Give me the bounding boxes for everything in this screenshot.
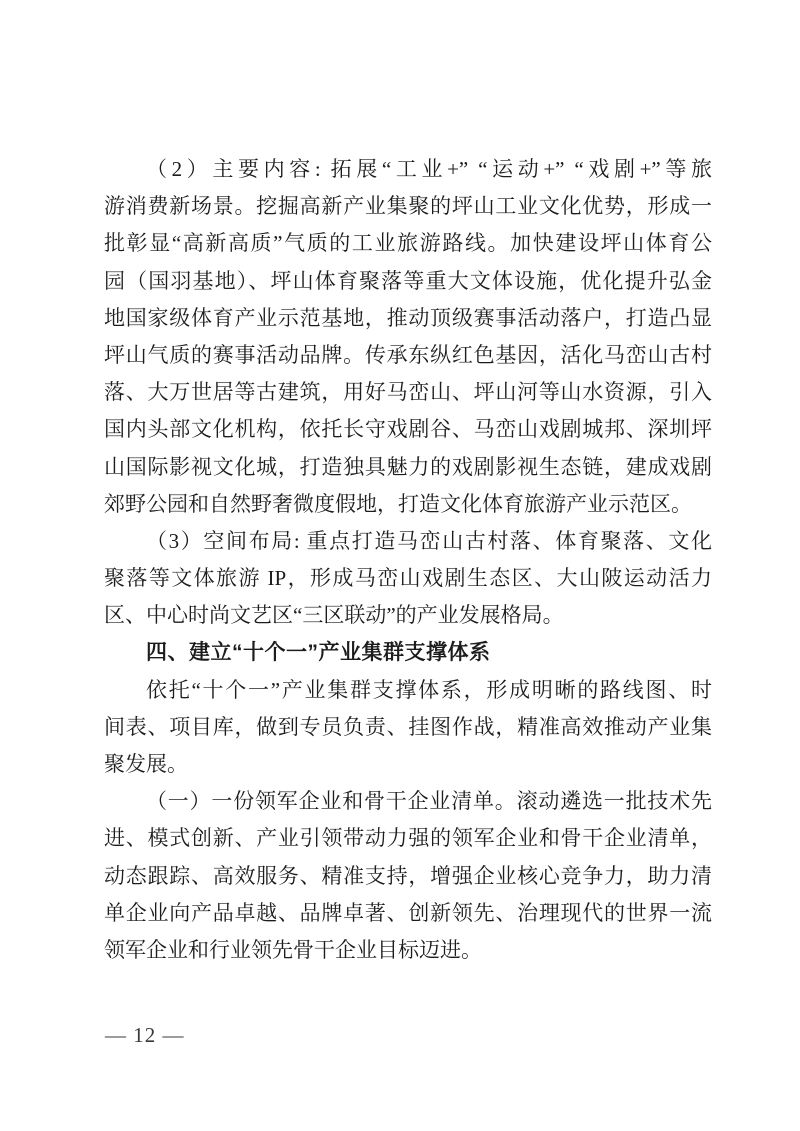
document-body: [104, 151, 712, 969]
text-segment: （3）空间布局: 重点打造马峦山古村落、体育聚落、文化: [146, 528, 712, 553]
text-segment: 依托“十个一”产业集群支撑体系，形成明晰的路线图、时: [146, 677, 712, 702]
text-line: [104, 820, 712, 857]
text-line: [104, 597, 712, 634]
text-segment: 批彰显“高新高质”气质的工业旅游路线。加快建设坪山体育公: [104, 231, 712, 256]
text-line: [104, 783, 712, 820]
text-segment: 单企业向产品卓越、品牌卓著、创新领先、治理现代的世界一流: [104, 900, 712, 925]
text-segment: 进、模式创新、产业引领带动力强的领军企业和骨干企业清单，: [104, 826, 712, 851]
text-segment: 坪山气质的赛事活动品牌。传承东纵红色基因，活化马峦山古村: [104, 342, 712, 367]
text-segment: 聚落等文体旅游 IP，形成马峦山戏剧生态区、大山陂运动活力: [104, 566, 712, 591]
text-segment: 动态跟踪、高效服务、精准支持，增强企业核心竞争力，助力清: [104, 863, 712, 888]
text-line: [104, 188, 712, 225]
text-line: [104, 746, 712, 783]
text-segment: （2）主要内容: 拓展“工业+” “运动+” “戏剧+”等旅: [146, 157, 712, 181]
text-segment: 落、大万世居等古建筑，用好马峦山、坪山河等山水资源，引入: [104, 380, 712, 405]
text-line: [104, 486, 712, 523]
text-line: [104, 151, 712, 188]
text-segment: 园（国羽基地）、坪山体育聚落等重大文体设施，优化提升弘金: [104, 268, 712, 293]
text-line: [104, 374, 712, 411]
text-line: [104, 858, 712, 895]
text-segment: 郊野公园和自然野奢微度假地，打造文化体育旅游产业示范区。: [104, 491, 692, 516]
text-line: [104, 449, 712, 486]
text-line: [104, 337, 712, 374]
text-line: [104, 523, 712, 560]
text-line: [104, 932, 712, 969]
text-segment: 聚发展。: [104, 752, 188, 776]
text-segment: 区、中心时尚文艺区“三区联动”的产业发展格局。: [104, 603, 564, 628]
text-line: [104, 300, 712, 337]
text-segment: 领军企业和行业领先骨干企业目标迈进。: [104, 937, 482, 962]
text-segment: 间表、项目库，做到专员负责、挂图作战，精准高效推动产业集: [104, 714, 712, 739]
text-segment: 四、建立“十个一”产业集群支撑体系: [146, 641, 491, 665]
text-line: [104, 263, 712, 300]
text-line: [104, 560, 712, 597]
text-segment: 国内头部文化机构，依托长守戏剧谷、马峦山戏剧城邦、深圳坪: [104, 417, 712, 442]
section-heading: [104, 634, 712, 671]
text-segment: 游消费新场景。挖掘高新产业集聚的坪山工业文化优势，形成一: [104, 194, 712, 219]
text-line: [104, 225, 712, 262]
page-number: — 12 —: [105, 1023, 185, 1047]
text-line: [104, 411, 712, 448]
text-segment: 地国家级体育产业示范基地，推动顶级赛事活动落户，打造凸显: [104, 305, 712, 330]
text-segment: 山国际影视文化城，打造独具魅力的戏剧影视生态链，建成戏剧: [104, 454, 712, 479]
text-segment: 滚动遴选一批技术先: [516, 789, 712, 814]
text-line: [104, 709, 712, 746]
kai-emphasis-text: （一）一份领军企业和骨干企业清单。: [146, 789, 517, 814]
text-line: [104, 895, 712, 932]
text-line: [104, 672, 712, 709]
